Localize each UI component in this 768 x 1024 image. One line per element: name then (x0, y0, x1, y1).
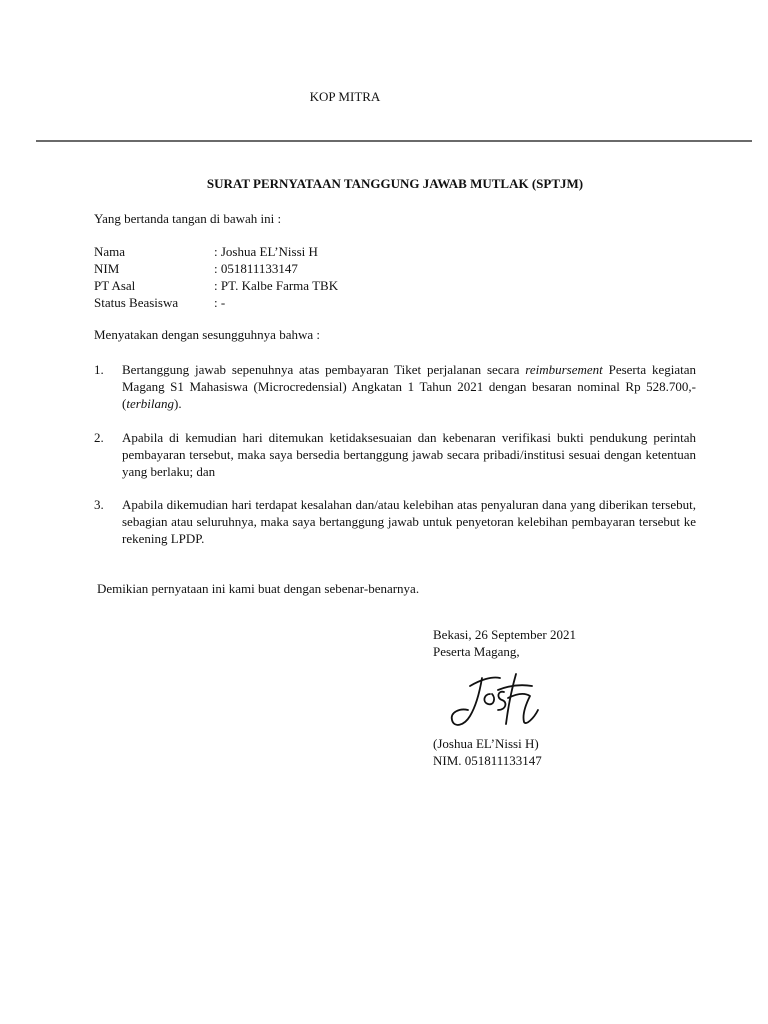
field-label: NIM (94, 261, 120, 276)
header-divider (36, 140, 752, 142)
handwritten-signature (446, 668, 546, 732)
item-text (122, 361, 696, 412)
field-label: Nama (94, 244, 126, 259)
signer-identity (433, 735, 542, 769)
statement-intro: Menyatakan dengan sesungguhnya bahwa : (94, 327, 320, 342)
field-row-status-beasiswa (94, 294, 338, 311)
item-text-italic: reimbursement (525, 362, 603, 377)
item-text-part: Bertanggung jawab sepenuhnya atas pembayaran Tiket perjalanan secara (122, 362, 526, 377)
item-number: 2. (94, 430, 104, 445)
signer-role: Peserta Magang, (433, 644, 520, 659)
item-text: Apabila dikemudian hari terdapat kesalahan dan/atau kelebihan atas penyaluran dana yang diberikan tersebut, sebagian atau seluruhnya, maka saya bertanggung jawab untuk penyetoran kelebihan pembayaran tersebut ke rekening LPDP. (122, 497, 696, 546)
closing-text: Demikian pernyataan ini kami buat dengan sebenar-benarnya. (97, 581, 420, 596)
item-number: 3. (94, 497, 104, 512)
field-label: Status Beasiswa (94, 295, 179, 310)
signer-nim: NIM. 051811133147 (433, 753, 542, 768)
signer-name: (Joshua EL’Nissi H) (433, 736, 539, 751)
signature-block (433, 626, 576, 660)
document-title: SURAT PERNYATAAN TANGGUNG JAWAB MUTLAK (SPTJM) (206, 176, 584, 191)
item-text-part: ). (174, 396, 182, 411)
field-value: : PT. Kalbe Farma TBK (214, 278, 339, 293)
item-text-part: Peserta kegiatan Magang S1 Mahasiswa (Microcredensial) Angkatan 1 Tahun 2021 dengan besaran nominal Rp 528.700,- ( (122, 362, 696, 411)
field-label: PT Asal (94, 278, 136, 293)
letterhead-placeholder: KOP MITRA (309, 89, 381, 104)
field-value: : - (214, 295, 226, 310)
list-item (94, 429, 696, 480)
field-row-pt-asal (94, 277, 338, 294)
identity-fields (94, 243, 338, 311)
intro-text: Yang bertanda tangan di bawah ini : (94, 211, 282, 226)
place-date: Bekasi, 26 September 2021 (433, 627, 576, 642)
item-text-italic: terbilang (126, 396, 175, 411)
field-row-nim (94, 260, 338, 277)
list-item (94, 496, 696, 547)
field-row-name (94, 243, 338, 260)
list-item (94, 361, 696, 412)
item-text: Apabila di kemudian hari ditemukan ketidaksesuaian dan kebenaran verifikasi bukti pendukung perintah pembayaran tersebut, maka saya bersedia bertanggung jawab secara pribadi/institusi sesuai dengan ketentuan yang berlaku; dan (122, 430, 696, 479)
field-value: : Joshua EL’Nissi H (214, 244, 318, 259)
item-number: 1. (94, 362, 104, 377)
field-value: : 051811133147 (214, 261, 298, 276)
